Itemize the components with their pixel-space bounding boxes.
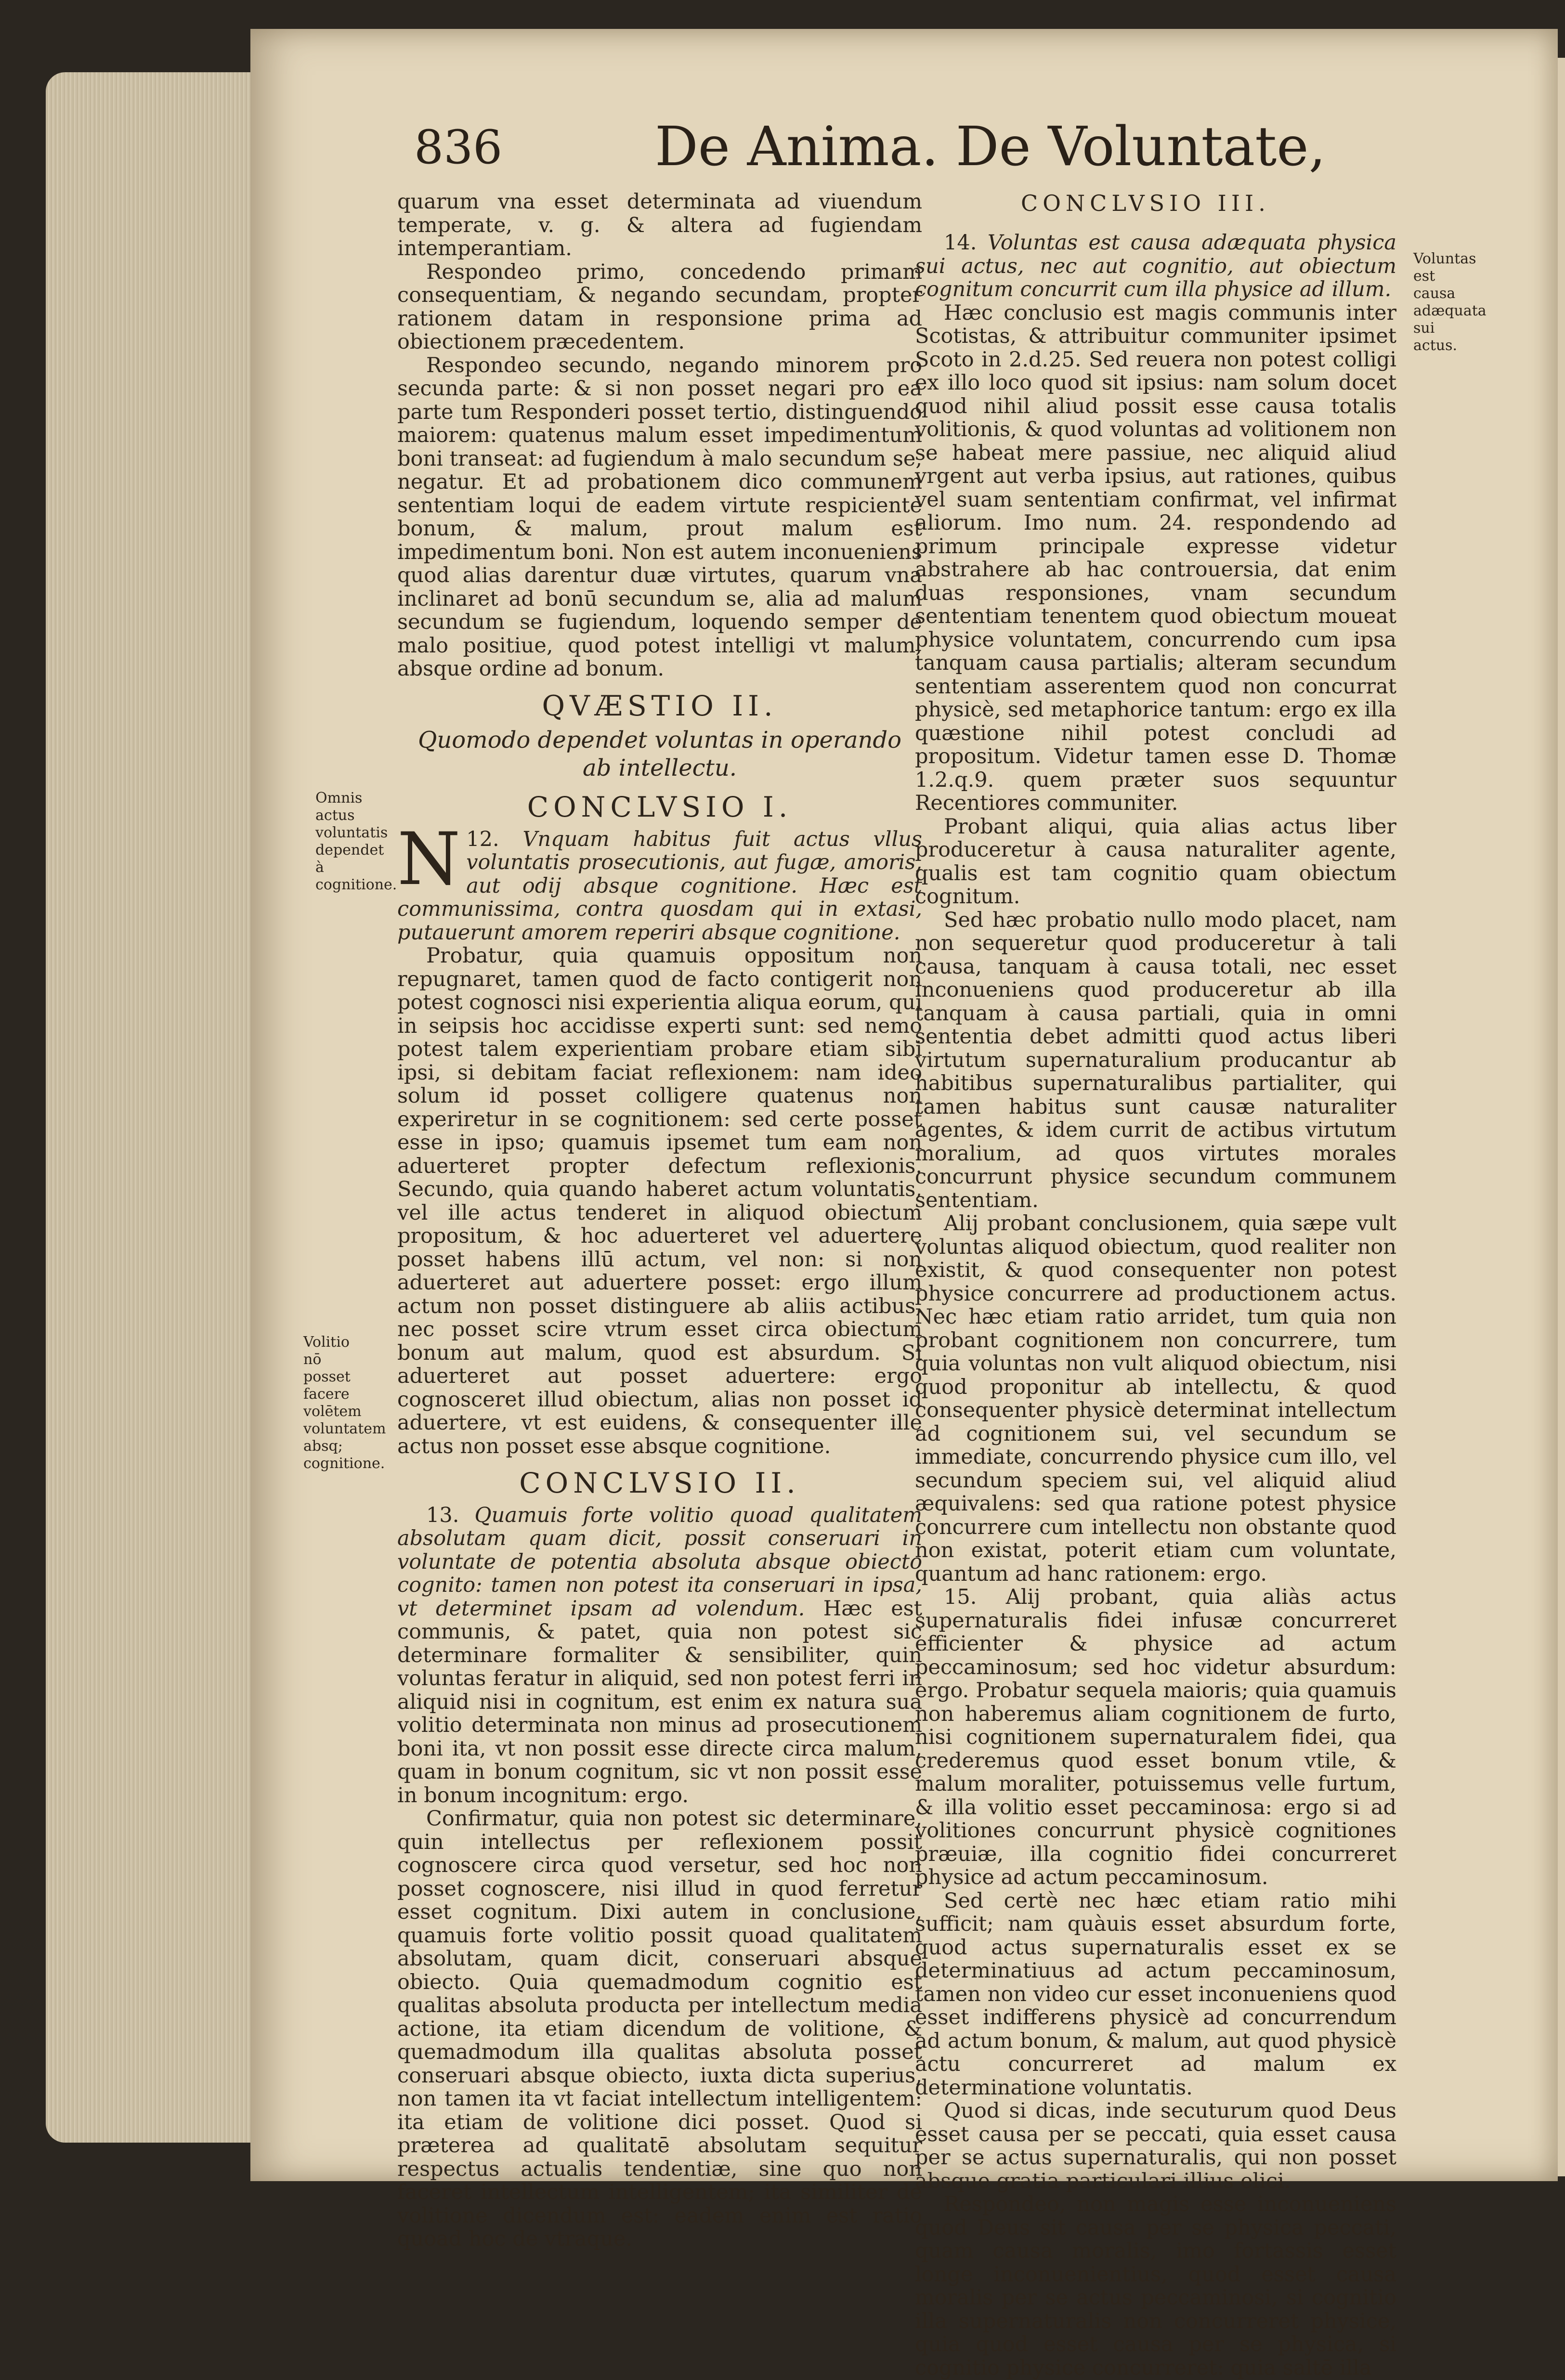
quaestio-title: QVÆSTIO II. <box>542 689 778 722</box>
running-title: De Anima. De Voluntate, <box>655 116 1326 178</box>
right-column <box>915 231 1396 2380</box>
conclusio-2-body: Hæc est communis, & patet, quia non potest sic determinare formaliter & sensibiliter, quin voluntas feratur in aliquid, sed non potest ferri in aliquid nisi in cognitum, est enim ex natura sua volitio determinata non minus ad prosecutionem boni ita, vt non possit esse directe circa malum, quam in bonum cognitum, sic vt non possit esse in bonum incognitum: ergo. <box>397 1596 923 1808</box>
paragraph: Confirmatur, quia non potest sic determinare, quin intellectus per reflexionem possit cognoscere circa quod versetur, sed hoc non posset cognoscere, nisi illud in quod ferretur esset cognitum. Dixi autem in conclusione, quamuis forte volitio possit quoad qualitatem absolutam, quam dicit, conseruari absque obiecto. Quia quemadmodum cognitio est qualitas absoluta producta per intellectum media actione, ita etiam dicendum de volitione, & quemadmodum illa qualitas absoluta posset conseruari absque obiecto, iuxta dicta superius, non tamen ita vt faciat intellectum intelligentem: ita etiam de volitione dici posset. Quod si præterea ad qualitatē absolutam sequitur respectus actualis tendentiæ, sine quo non faceret intellectum intelligentem; ita similiter de volitione dicendum est: eadem enim est ratio quoad hoc de vtraque. <box>397 1807 922 2251</box>
paragraph: Respondeo primo, concedendo primam consequentiam, & negando secundam, propter rationem datam in responsione prima ad obiectionem præcedentem. <box>397 260 922 354</box>
conclusio-2-title: CONCLVSIO II. <box>519 1467 800 1499</box>
paragraph: 15. Alij probant, quia aliàs actus supernaturalis fidei infusæ concurreret efficienter & physice ad actum peccaminosum; sed hoc videtur absurdum: ergo. Probatur sequela maioris; quia quamuis non haberemus aliam cognitionem de furto, nisi cognitionem supernaturalem fidei, qua crederemus quod esset bonum vtile, & malum moraliter, potuissemus velle furtum, & illa volitio esset peccaminosa: ergo si ad volitiones concurrunt physicè cognitiones præuiæ, illa cognitio fidei concurreret physice ad actum peccaminosum. <box>915 1585 1396 1889</box>
paragraph: Hæc conclusio est magis communis inter Scotistas, & attribuitur communiter ipsimet Scoto in 2.d.25. Sed reuera non potest colligi ex illo loco quod sit ipsius: nam solum docet quod nihil aliud possit esse causa totalis volitionis, & quod voluntas ad volitionem non se habeat mere passiue, nec aliquid aliud vrgent aut verba ipsius, aut rationes, quibus vel suam sententiam confirmat, vel infirmat aliorum. Imo num. 24. respondendo ad primum principale expresse videtur abstrahere ab hac controuersia, dat enim duas responsiones, vnam secundum sententiam tenentem quod obiectum moueat physice voluntatem, concurrendo cum ipsa tanquam causa partialis; alteram secundum sententiam asserentem quod non concurrat physicè, sed metaphorice tantum: ergo ex illa quæstione nihil potest concludi ad propositum. Videtur tamen esse D. Thomæ 1.2.q.9. quem præter suos sequuntur Recentiores communiter. <box>915 300 1396 815</box>
margin-note: Volitio nō posset facere volētem voluntatem absq; cognitione. <box>303 1334 386 1472</box>
conclusio-1-text: Vnquam habitus fuit actus vllus voluntatis prosecutionis, aut fugæ, amoris, aut odij absque cognitione. Hæc est communissima, contra quosdam qui in extasi, putauerunt amorem reperiri absque cognitione. <box>397 827 922 945</box>
left-column <box>397 190 922 2251</box>
paragraph-number: 12. <box>466 827 499 851</box>
paragraph: quarum vna esset determinata ad viuendum temperate, v. g. & altera ad fugiendam intemperantiam. <box>397 190 922 260</box>
paragraph: Respondeo, non magis esse inconueniens quod Deus sit causa per se physica peccati, quam causa moralis, imo fortassis esset longe inconuenientius, quod esset causa moralis per se actus peccaminosi, si cognitio illa supernaturalis non concurreret physice, quia quod esset causa per se physica, si cognitio physice concurreret: quia saltē illa <box>915 2192 1396 2380</box>
quaestio-subtitle-line-2: ab intellectu. <box>582 754 737 781</box>
page-number: 836 <box>414 120 503 174</box>
conclusio-3-statement <box>915 231 1396 301</box>
conclusio-2-text: Quamuis forte volitio quoad qualitatem absolutam quam dicit, possit conseruari in voluntate de potentia absoluta absque obiecto cognito: tamen non potest ita conseruari in ipsa, vt determinet ipsam ad volendum. <box>397 1503 922 1621</box>
paragraph: Quod si dicas, inde secuturum quod Deus esset causa per se peccati, quia esset causa per se actus supernaturalis, qui non posset absque gratia particulari illius elici. <box>915 2099 1396 2193</box>
paragraph: Sed certè nec hæc etiam ratio mihi sufficit; nam quàuis esset absurdum forte, quod actus supernaturalis esset ex se determinatiuus ad actum peccaminosum, tamen non video cur esset inconueniens quod esset indifferens physicè ad concurrendum ad actum bonum, & malum, aut quod physicè actu concurreret ad malum ex determinatione voluntatis. <box>915 1888 1396 2100</box>
margin-note: Voluntas est causa adæquata sui actus. <box>1413 250 1487 354</box>
drop-capital: N <box>397 817 461 901</box>
paragraph: Respondeo secundo, negando minorem pro secunda parte: & si non posset negari pro ea parte tum Responderi posset tertio, distinguendo maiorem: quatenus malum esset impedimentum boni transeat: ad fugiendum à malo secundum se, negatur. Et ad probationem dico communem sententiam loqui de eadem virtute respiciente bonum, & malum, prout malum est impedimentum boni. Non est autem inconueniens quod alias darentur duæ virtutes, quarum vna inclinaret ad bonū secundum se, alia ad malum secundum se fugiendum, loquendo semper de malo positiue, quod potest intelligi vt malum, absque ordine ad bonum. <box>397 353 922 681</box>
paragraph: Probatur, quia quamuis oppositum non repugnaret, tamen quod de facto contigerit non potest cognosci nisi experientia aliqua eorum, qui in seipsis hoc accidisse experti sunt: sed nemo potest talem experientiam probare etiam sibi ipsi, si debitam faciat reflexionem: nam ideo solum id posset colligere quatenus non experiretur in se cognitionem: sed certe posset esse in ipso; quamuis ipsemet tum eam non aduerteret propter defectum reflexionis. Secundo, quia quando haberet actum voluntatis, vel ille actus tenderet in aliquod obiectum propositum, & hoc aduerteret vel aduertere posset habens illū actum, vel non: si non aduerteret aut aduertere posset: ergo illum actum non posset distinguere ab aliis actibus, nec posset scire vtrum esset circa obiectum bonum aut malum, quod est absurdum. Si aduerteret aut posset aduertere: ergo cognosceret illud obiectum, alias non posset id aduertere, vt est euidens, & consequenter ille actus non posset esse absque cognitione. <box>397 944 922 1458</box>
conclusio-1-statement <box>397 817 922 945</box>
conclusio-2-statement <box>397 1504 922 1808</box>
quaestio-subtitle-line-1: Quomodo dependet voluntas in operando <box>418 727 901 754</box>
conclusio-3-title: CONCLVSIO III. <box>1021 190 1270 216</box>
conclusio-3-text: Voluntas est causa adæquata physica sui actus, nec aut cognitio, aut obiectum cognitum concurrit cum illa physice ad illum. <box>915 231 1396 301</box>
paragraph: Probant aliqui, quia alias actus liber produceretur à causa naturaliter agente, qualis est tam cognitio quam obiectum cognitum. <box>915 814 1396 909</box>
paragraph: Alij probant conclusionem, quia sæpe vult voluntas aliquod obiectum, quod realiter non existit, & quod consequenter non potest physice concurrere ad productionem actus. Nec hæc etiam ratio arridet, tum quia non probant cognitionem non concurrere, tum quia voluntas non vult aliquod obiectum, nisi quod proponitur ab intellectu, & quod consequenter physicè determinat intellectum ad cognitionem sui, vel secundum se immediate, concurrendo physice cum illo, vel secundum speciem sui, vel aliquid aliud æquivalens: sed qua ratione potest physice concurrere cum intellectu non obstante quod non existat, poterit etiam cum voluntate, quantum ad hanc rationem: ergo. <box>915 1211 1396 1586</box>
paragraph: Sed hæc probatio nullo modo placet, nam non sequeretur quod produceretur à tali causa, tanquam à causa totali, nec esset inconueniens quod produceretur ab illa tanquam à causa partiali, quia in omni sententia debet admitti quod actus liberi virtutum supernaturalium producantur ab habitibus supernaturalibus partialiter, qui tamen habitus sunt causæ naturaliter agentes, & idem currit de actibus virtutum moralium, ad quos virtutes morales concurrunt physice secundum communem sententiam. <box>915 908 1396 1212</box>
margin-note: Omnis actus voluntatis dependet à cognitione. <box>315 790 397 893</box>
conclusio-1-title: CONCLVSIO I. <box>527 791 793 823</box>
quaestio-subtitle <box>397 726 922 782</box>
page-header <box>414 111 1425 193</box>
book-page-edges <box>46 72 272 2143</box>
paragraph-number: 13. <box>426 1503 459 1527</box>
paragraph-number: 14. <box>944 231 977 255</box>
